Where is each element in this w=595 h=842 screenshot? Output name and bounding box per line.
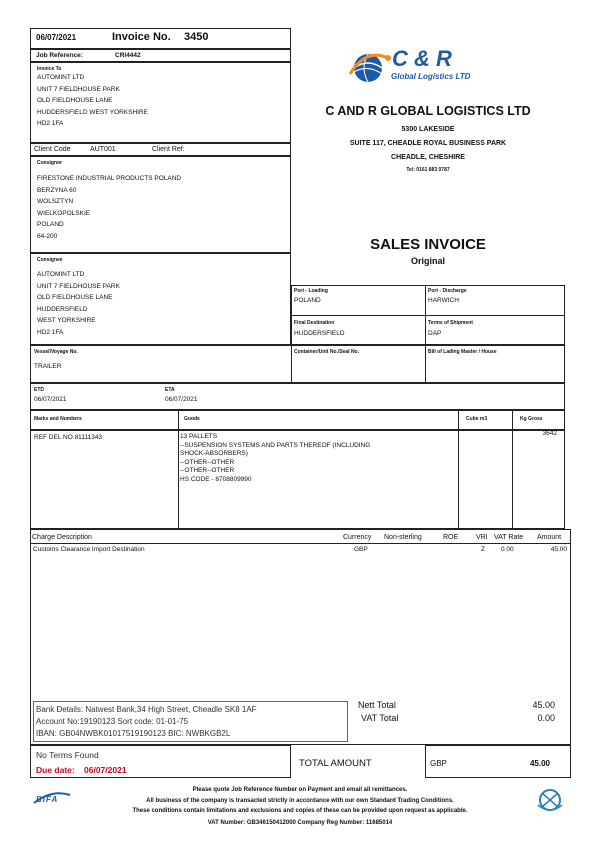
terms-shipment-label: Terms of Shipment <box>428 320 473 326</box>
currency-header: Currency <box>343 534 372 541</box>
consignor-address <box>37 173 181 242</box>
total-currency: GBP <box>430 759 447 768</box>
charge-description-header: Charge Description <box>32 534 92 541</box>
company-tel: Tel: 0161 883 0787 <box>406 167 450 173</box>
due-date-label: Due date: <box>36 765 75 775</box>
logo-mark: C & R <box>392 46 452 71</box>
logo-subtitle: Global Logistics LTD <box>391 72 471 81</box>
job-ref: CRI4442 <box>115 52 141 59</box>
address-line: WEST YORKSHIRE <box>37 317 96 324</box>
port-loading-label: Port - Loading <box>294 288 328 294</box>
marks-label: Marks and Numbers <box>34 416 82 422</box>
consignee-address <box>37 269 120 338</box>
vessel-label: Vessel/Voyage No. <box>34 349 78 355</box>
address-line: AUTOMINT LTD <box>37 74 85 81</box>
goods-divider <box>178 410 179 529</box>
client-code: AUT001 <box>90 146 116 153</box>
nett-total: 45.00 <box>532 700 555 710</box>
client-code-label: Client Code <box>34 146 71 153</box>
bank-line-1: Bank Details: Natwest Bank,34 High Street, Cheadle SK8 1AF <box>36 705 257 714</box>
address-line: HUDDERSFIELD WEST YORKSHIRE <box>37 108 149 116</box>
terms-shipment: DAP <box>428 330 442 337</box>
final-destination: HUDDERSFIELD <box>294 330 345 337</box>
goods-line: HS CODE - 8708809990 <box>180 475 252 483</box>
port-loading: POLAND <box>294 297 321 304</box>
company-address-2: SUITE 117, CHEADLE ROYAL BUSINESS PARK <box>349 140 507 147</box>
address-line: HD2 1FA <box>37 120 64 127</box>
goods-line: SHOCK-ABSORBERS) <box>180 450 248 457</box>
address-line: UNIT 7 FIELDHOUSE PARK <box>37 85 120 93</box>
nett-total-label: Nett Total <box>358 700 396 710</box>
non-sterling-header: Non-sterling <box>384 534 422 541</box>
goods-line: --OTHER--OTHER <box>180 458 235 466</box>
customs-badge-icon <box>534 785 566 815</box>
goods-divider <box>458 410 459 529</box>
goods-line: --OTHER--OTHER <box>180 467 235 474</box>
transport-divider <box>425 345 426 383</box>
doc-subtitle: Original <box>410 256 445 266</box>
vat-code-header: VRI <box>476 534 488 541</box>
terms-text: No Terms Found <box>36 750 99 760</box>
address-line: BERZYNA 60 <box>37 186 77 194</box>
cube-label: Cube m3 <box>466 416 488 422</box>
port-discharge-label: Port - Discharge <box>428 288 467 294</box>
doc-title: SALES INVOICE <box>370 236 486 253</box>
charges-header-rule <box>30 543 571 544</box>
footer-line-3: These conditions contain limitations and exclusions and copies of these can be provided upon request as applicable. <box>132 808 468 814</box>
final-destination-label: Final Destination <box>294 320 335 326</box>
address-line: AUTOMINT LTD <box>37 271 85 278</box>
footer-line-2: All business of the company is transacted strictly in accordance with our own Standard Trading Conditions. <box>146 798 454 804</box>
vat-rate-header: VAT Rate <box>494 534 524 541</box>
due-date: 06/07/2021 <box>84 765 127 775</box>
table-row <box>30 546 571 556</box>
ports-divider <box>425 285 426 345</box>
charge-amount: 45.00 <box>550 546 567 553</box>
container-label: Container/Unit No./Seal No. <box>294 349 360 355</box>
address-line: HUDDERSFIELD <box>37 305 88 313</box>
address-line: OLD FIELDHOUSE LANE <box>37 294 113 301</box>
address-line: FIRESTONE INDUSTRIAL PRODUCTS POLAND <box>37 175 182 182</box>
total-amount-label: TOTAL AMOUNT <box>299 758 372 769</box>
vat-total: 0.00 <box>537 713 555 723</box>
invoice-date: 06/07/2021 <box>36 33 77 42</box>
kg-gross: 3642 <box>542 430 557 437</box>
dates-box <box>30 383 565 410</box>
consignee-label: Consignee <box>37 257 63 263</box>
company-address-1: 5300 LAKESIDE <box>401 126 455 133</box>
bank-line-3: IBAN: GB04NWBK01017519190123 BIC: NWBKGB2L <box>36 729 231 738</box>
bifa-text: BIFA <box>36 795 59 804</box>
address-line: 64-200 <box>37 232 58 240</box>
address-line: OLD FIELDHOUSE LANE <box>37 97 113 104</box>
eta: 06/07/2021 <box>165 396 198 403</box>
goods-label: Goods <box>184 416 200 422</box>
address-line: WOLSZTYN <box>37 198 74 205</box>
kg-label: Kg Gross <box>520 416 543 422</box>
footer-line-4: VAT Number: GB346150412000 Company Reg Number: 11685014 <box>207 820 393 826</box>
bill-of-lading-label: Bill of Lading Master / House <box>428 349 497 355</box>
footer-line-1: Please quote Job Reference Number on Payment and email all remittances. <box>192 787 408 793</box>
marks: REF DEL NO.81111343 <box>34 434 103 441</box>
bank-line-2: Account No:19190123 Sort code: 01-01-75 <box>36 717 189 726</box>
consignor-label: Consignor <box>37 160 62 166</box>
goods-line: 13 PALLETS <box>180 433 218 440</box>
etd-label: ETD <box>34 387 44 393</box>
roe-header: ROE <box>443 534 459 541</box>
charge-vat-rate: 0.00 <box>501 546 514 553</box>
ports-divider <box>291 315 565 316</box>
amount-header: Amount <box>537 534 562 541</box>
customs-badge-icon <box>534 785 566 815</box>
address-line: UNIT 7 FIELDHOUSE PARK <box>37 282 120 290</box>
company-name: C AND R GLOBAL LOGISTICS LTD <box>325 104 531 118</box>
transport-divider <box>291 345 292 383</box>
eta-label: ETA <box>165 387 175 393</box>
etd: 06/07/2021 <box>34 396 67 403</box>
invoice-to-label: Invoice To <box>37 66 62 72</box>
address-line: WIELKOPOLSKIE <box>37 209 91 217</box>
job-ref-label: Job Reference: <box>36 52 83 59</box>
charge-currency: GBP <box>354 546 368 553</box>
charge-description: Customs Clearance Import Destination <box>33 546 145 553</box>
client-ref-label: Client Ref: <box>152 146 185 153</box>
goods-description <box>180 433 370 484</box>
invoice-to-address <box>37 72 148 130</box>
company-address-3: CHEADLE, CHESHIRE <box>391 154 465 161</box>
goods-line: --SUSPENSION SYSTEMS AND PARTS THEREOF (INCLUDING <box>180 441 371 449</box>
port-discharge: HARWICH <box>428 297 459 304</box>
address-line: HD2 1FA <box>37 328 64 336</box>
address-line: POLAND <box>37 221 64 228</box>
total-amount: 45.00 <box>529 759 550 768</box>
invoice-number: 3450 <box>184 31 209 43</box>
vat-total-label: VAT Total <box>361 713 399 723</box>
invoice-label: Invoice No. <box>112 31 171 43</box>
vessel: TRAILER <box>34 363 62 370</box>
charge-vat-code: Z <box>481 546 485 553</box>
